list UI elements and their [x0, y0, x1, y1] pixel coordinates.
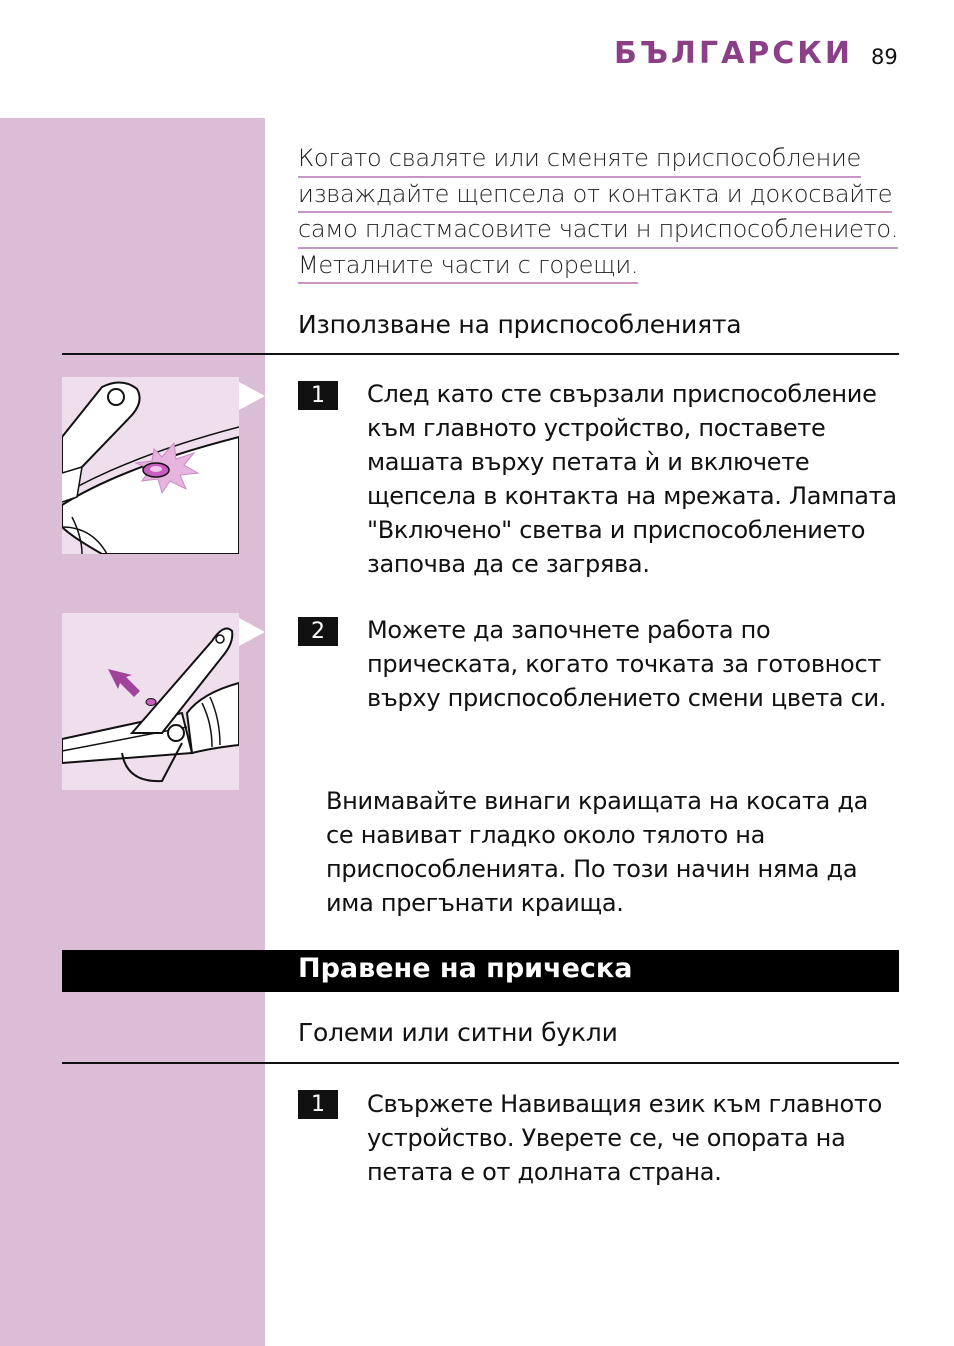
step-text: Свържете Навиващия език към главното устройство. Уверете се, че опората на петата е от долната страна. [367, 1090, 882, 1186]
section-subtitle: Големи или ситни букли [298, 1018, 618, 1047]
warning-block [298, 142, 918, 284]
page-number: 89 [871, 45, 898, 69]
step-number-badge: 1 [298, 381, 338, 410]
warning-line: изваждайте щепсела от контакта и докосвайте [298, 178, 892, 214]
language-header: БЪЛГАРСКИ [614, 36, 853, 71]
figure-pointer-notch [239, 382, 265, 410]
figure-pointer-notch [239, 618, 265, 646]
curler-ready-dot-illustration [62, 613, 239, 790]
divider-rule [62, 1062, 899, 1064]
warning-line: само пластмасовите части н приспособлението. [298, 213, 898, 249]
warning-line: Когато сваляте или сменяте приспособление [298, 142, 861, 178]
usage-note: Внимавайте винаги краищата на косата да се навиват гладко около тялото на приспособленията. По този начин няма да има прегънати краища. [326, 787, 869, 917]
figure-power-light [62, 377, 239, 554]
section-title: Правене на прическа [298, 953, 633, 984]
step-text: След като сте свързали приспособление към главното устройство, поставете машата върху петата ѝ и включете щепсела в контакта на мрежата. Лампата "Включено" светва и приспособлението започва да се загрява. [367, 380, 897, 578]
section-subtitle: Използване на приспособленията [298, 310, 742, 339]
step-number-badge: 2 [298, 617, 338, 646]
pointer-arrow-icon [108, 669, 140, 697]
step-text: Можете да започнете работа по прическата, когато точката за готовност върху приспособлението смени цвета си. [367, 616, 887, 712]
divider-rule [62, 353, 899, 355]
step-number-badge: 1 [298, 1090, 338, 1119]
figure-ready-dot [62, 613, 239, 790]
curler-power-light-illustration [62, 377, 239, 554]
warning-line: Металните части с горещи. [298, 249, 638, 285]
